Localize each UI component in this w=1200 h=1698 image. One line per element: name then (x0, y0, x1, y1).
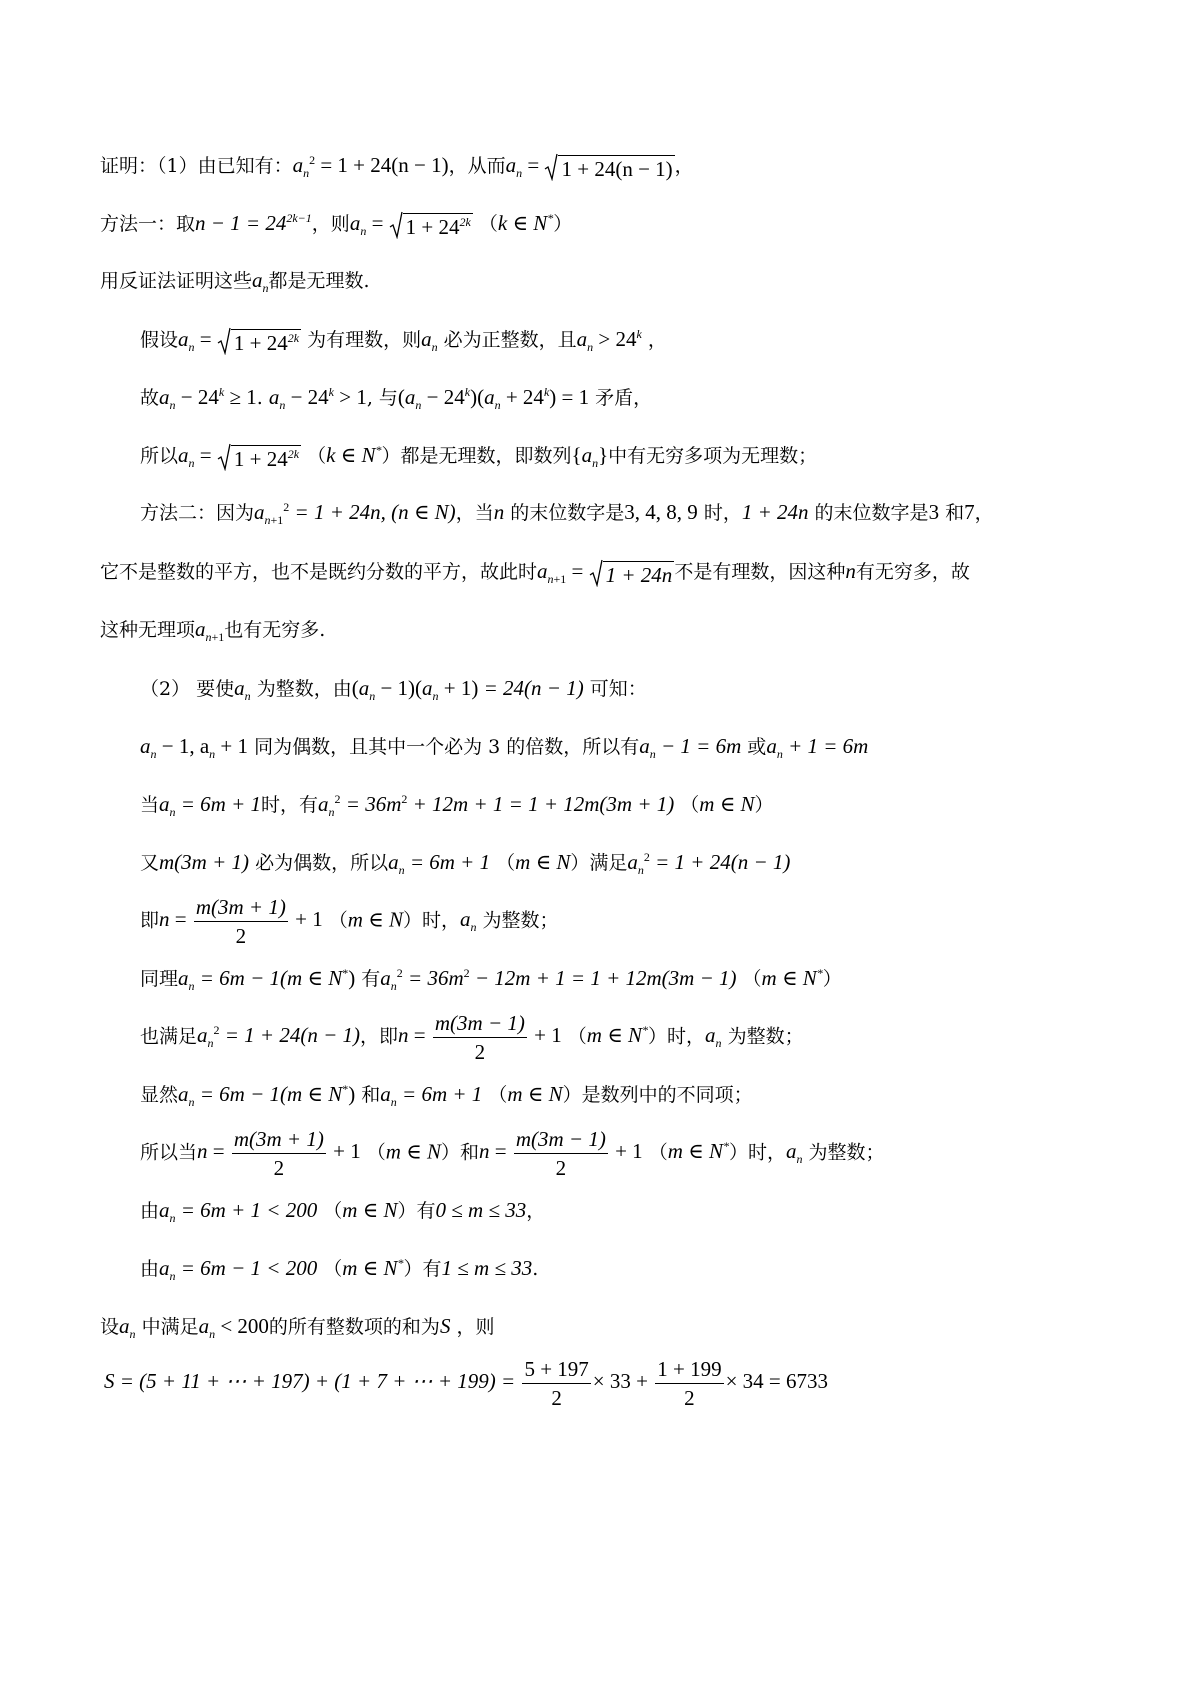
text: 和 (361, 1084, 381, 1106)
proof-line-20 (140, 1256, 538, 1281)
proof-line-18 (140, 1128, 885, 1179)
text: 中满足 (141, 1316, 199, 1338)
text: 中有无穷多项为无理数； (608, 445, 818, 467)
text: 所以 (140, 445, 179, 467)
formula: k ∈ N* (326, 443, 382, 467)
formula: n = $\frac{m(3m + 1)}{2}$ + 1 (197, 1127, 361, 1180)
text: 由 (140, 1258, 160, 1280)
text: ）时， (648, 1025, 706, 1048)
text: 设 (100, 1316, 120, 1338)
formula: $a_{n+1}^2 = 1 + 24n$, (n ∈ N) (254, 500, 456, 527)
proof-line-15 (140, 966, 842, 991)
formula: m ∈ N* (342, 1256, 404, 1280)
text: （2） 要使 (140, 678, 235, 700)
formula: $a_n^2 = 1 + 24(n - 1)$ (197, 1023, 361, 1051)
text: ）和 (440, 1141, 479, 1164)
formula: 1 + 24n (741, 500, 809, 524)
proof-line-16 (140, 1012, 804, 1063)
formula: $a_n = 1 + 24^{2k}$ (349, 211, 471, 239)
text: 为整数，由 (256, 678, 352, 700)
text: （ (323, 1200, 343, 1222)
formula: m ∈ N* (586, 1023, 648, 1048)
text: 为整数； (727, 1025, 804, 1048)
text: 的所有整数项的和为 (268, 1316, 440, 1338)
formula: $a_n$ (421, 327, 438, 354)
proof-line-3 (100, 268, 370, 293)
formula: $(a_n - 1)(a_n + 1) = 24(n - 1)$ (351, 676, 584, 703)
text: 或 (747, 736, 767, 758)
text: ）有 (403, 1258, 442, 1280)
formula: $a_n - 24^k > 1$ (268, 385, 367, 412)
text: 方法一：取 (100, 213, 196, 235)
formula: $a_n = 6m + 1 < 200$ (159, 1198, 318, 1225)
proof-line-1 (100, 153, 694, 181)
text: 必为正整数，且 (443, 329, 577, 351)
formula: $\{a_n\}$ (571, 443, 609, 470)
text: 同理 (140, 968, 179, 990)
text: 必为偶数，所以 (255, 852, 389, 874)
text: 假设 (140, 329, 179, 351)
formula: m ∈ N (347, 907, 403, 932)
text: 所以当 (140, 1141, 198, 1164)
formula: m ∈ N (385, 1139, 441, 1164)
text: , 与 (366, 387, 398, 409)
text: ，则 (456, 1316, 495, 1338)
proof-line-13 (140, 850, 790, 875)
formula: $a_n^2 = 1 + 24(n - 1)$ (627, 850, 791, 877)
formula: $a_n = 1 + 24^{2k}$ (178, 327, 300, 355)
text: ）都是无理数，即数列 (381, 445, 572, 467)
formula: $a_n - 1 = 6m$ (639, 734, 742, 761)
text: ） (754, 794, 774, 816)
text: （ (648, 1141, 668, 1164)
text: （ (567, 1025, 587, 1048)
formula: m ∈ N* (761, 966, 823, 990)
formula: $a_n$ (705, 1023, 722, 1051)
text: 这种无理项 (100, 619, 196, 641)
text: 即 (140, 909, 160, 932)
formula: $(a_n - 24^k)(a_n + 24^k) = 1$ (397, 385, 590, 412)
text: 的末位数字是 (510, 502, 625, 524)
proof-line-19 (140, 1198, 545, 1223)
formula: $a_n - 1$, $a_n + 1$ (140, 734, 249, 761)
formula: $a_n = 1 + 24^{2k}$ (178, 443, 300, 471)
proof-line-17 (140, 1082, 753, 1107)
formula: $a_n$ (785, 1139, 803, 1167)
text: 为有理数，则 (307, 329, 422, 351)
formula: $a_n^2 = 1 + 24(n - 1)$ (292, 153, 449, 180)
text: 时，有 (261, 794, 319, 816)
proof-line-11 (140, 734, 868, 759)
text: 不是有理数，因这种 (674, 561, 846, 583)
proof-line-8 (100, 559, 970, 587)
text: 方法二：因为 (140, 502, 255, 524)
text: 可知： (589, 678, 647, 700)
formula: m ∈ N* (667, 1139, 729, 1164)
text: 故 (140, 387, 160, 409)
text: 它不是整数的平方，也不是既约分数的平方，故此时 (100, 561, 538, 583)
text: 有无穷多，故 (855, 561, 970, 583)
proof-line-9 (100, 617, 325, 642)
proof-line-4 (140, 327, 667, 355)
formula: $a_n > 24^k$ (576, 327, 642, 354)
formula: $a_n - 24^k \ge 1$ (159, 385, 257, 412)
formula: $a_n$ (119, 1314, 136, 1341)
formula: 0 ≤ m ≤ 33 (435, 1198, 527, 1222)
formula: S = (5 + 11 + ⋯ + 197) + (1 + 7 + ⋯ + 199) = $\frac{5 + 197}{2}$ × 33 + $\frac{1 + 199}{2}$ × 34 = 6733 (104, 1357, 829, 1410)
formula: $a_n = 6m + 1$ (159, 792, 262, 819)
text: 同为偶数，且其中一个必为 3 的倍数，所以有 (254, 736, 640, 758)
formula: $a_n$ (234, 676, 251, 703)
formula: $a_n$ (252, 268, 269, 295)
text: 也有无穷多. (224, 619, 326, 641)
formula: n = $\frac{m(3m - 1)}{2}$ + 1 (398, 1011, 562, 1064)
text: ，则 (311, 213, 350, 235)
text: ， (674, 155, 694, 177)
text: （ (742, 968, 762, 990)
formula: $a_n = 6m + 1$ (388, 850, 491, 877)
text: ， (974, 502, 994, 524)
formula: $a_n < 200$ (198, 1314, 269, 1341)
formula: S (439, 1314, 451, 1338)
text: 都是无理数. (268, 270, 370, 292)
text: （ (328, 909, 348, 932)
text: ） (553, 213, 573, 235)
text: 矛盾， (595, 387, 653, 409)
proof-line-14 (140, 896, 559, 947)
formula: 3 (928, 500, 940, 524)
text: 的末位数字是 (814, 502, 929, 524)
text: 为整数； (482, 909, 559, 932)
formula: n (493, 500, 505, 524)
text: ）时， (728, 1141, 786, 1164)
text: 证明：（1）由已知有： (100, 155, 293, 177)
proof-line-5 (140, 385, 652, 410)
formula: $a_n^2 = 36m^2 + 12m + 1 = 1 + 12m(3m + 1)$ (318, 792, 675, 819)
text: 当 (140, 794, 160, 816)
text: （ (488, 1084, 508, 1106)
text: （ (478, 213, 498, 235)
text: ）时， (402, 909, 460, 932)
formula: m ∈ N (507, 1082, 563, 1106)
text: ）有 (397, 1200, 436, 1222)
proof-line-2 (100, 211, 572, 239)
text: （ (307, 445, 327, 467)
formula: $a_n = 6m + 1$ (380, 1082, 483, 1109)
proof-line-6 (140, 443, 817, 471)
text: 时， (703, 502, 742, 524)
text: 显然 (140, 1084, 179, 1106)
text: ， (647, 329, 667, 351)
text: . (256, 387, 269, 409)
text: 也满足 (140, 1025, 198, 1048)
formula: $a_n = 6m - 1 < 200$ (159, 1256, 318, 1283)
formula: n = $\frac{m(3m + 1)}{2}$ + 1 (159, 895, 323, 948)
formula: $a_n^2 = 36m^2 - 12m + 1 = 1 + 12m(3m - 1)$ (380, 966, 737, 993)
formula: $a_{n+1} = 1 + 24n$ (537, 559, 673, 587)
formula: 3, 4, 8, 9 (624, 500, 698, 524)
text: ，从而 (448, 155, 506, 177)
text: ，即 (360, 1025, 399, 1048)
formula: $a_n = 6m - 1(m$ ∈ N*) (178, 1082, 356, 1109)
formula: $a_n = 6m - 1(m$ ∈ N*) (178, 966, 356, 993)
text: 有 (361, 968, 381, 990)
formula: m ∈ N (342, 1198, 398, 1222)
formula: n (845, 559, 856, 583)
text: ，当 (455, 502, 494, 524)
formula: $n - 1 = 24^{2k-1}$ (195, 211, 312, 235)
formula: 1 ≤ m ≤ 33 (441, 1256, 533, 1280)
formula: k ∈ N* (497, 211, 554, 235)
text: （ (680, 794, 700, 816)
formula: $a_n = 1 + 24(n - 1)$ (505, 153, 673, 181)
formula: m(3m + 1) (159, 850, 250, 874)
text: 用反证法证明这些 (100, 270, 253, 292)
text: 又 (140, 852, 160, 874)
formula: 7 (964, 500, 975, 524)
text: ） (822, 968, 842, 990)
text: （ (323, 1258, 343, 1280)
formula: n = $\frac{m(3m - 1)}{2}$ + 1 (479, 1127, 643, 1180)
proof-line-12 (140, 792, 774, 817)
proof-line-21 (100, 1314, 495, 1339)
text: ）是数列中的不同项； (562, 1084, 753, 1106)
proof-line-7 (140, 500, 994, 525)
text: （ (366, 1141, 386, 1164)
formula: $a_n + 1 = 6m$ (766, 734, 869, 761)
text: 为整数； (808, 1141, 885, 1164)
proof-line-10 (140, 676, 647, 701)
text: 由 (140, 1200, 160, 1222)
text: . (532, 1258, 539, 1280)
formula: m ∈ N (699, 792, 755, 816)
text: 和 (945, 502, 965, 524)
formula: $a_{n+1}$ (195, 617, 225, 644)
formula: $a_n$ (460, 907, 477, 935)
formula: m ∈ N (515, 850, 571, 874)
proof-line-22-sum (104, 1358, 828, 1409)
text: ， (526, 1200, 546, 1222)
text: ）满足 (570, 852, 628, 874)
text: （ (496, 852, 516, 874)
